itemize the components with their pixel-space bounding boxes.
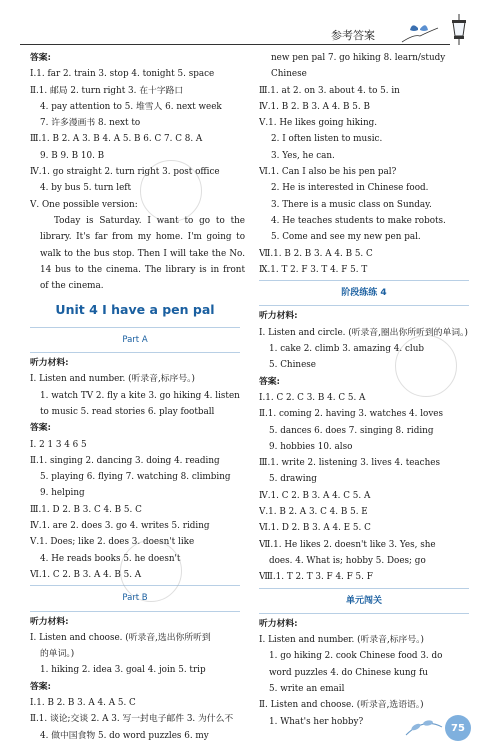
answer-line: Ⅳ.1. B 2. B 3. A 4. B 5. B xyxy=(259,101,370,112)
answer-line: 9. hobbies 10. also xyxy=(269,441,353,452)
header-title: 参考答案 xyxy=(331,29,375,42)
listening-line: 1. go hiking 2. cook Chinese food 3. do xyxy=(269,651,443,662)
answer-line: 7. 许多漫画书 8. next to xyxy=(40,118,141,129)
answer-line: Ⅱ.1. 谈论;交谈 2. A 3. 写一封电子邮件 3. 为什么不 xyxy=(30,714,234,725)
answer-line: Ⅸ.1. T 2. F 3. T 4. F 5. T xyxy=(259,264,368,275)
answer-line: Ⅵ.1. D 2. B 3. A 4. E 5. C xyxy=(259,523,371,534)
answer-line: Ⅵ.1. Can I also be his pen pal? xyxy=(259,167,397,178)
answers-label: 答案: xyxy=(259,376,280,387)
watermark-stamp xyxy=(395,335,457,397)
listening-line: 5. Chinese xyxy=(269,360,316,371)
part-a-heading: Part A xyxy=(122,334,148,345)
listening-line: 1. watch TV 2. fly a kite 3. go hiking 4. listen xyxy=(40,390,240,401)
answer-line: Ⅰ.1. far 2. train 3. stop 4. tonight 5. space xyxy=(30,69,215,80)
answer-line: Ⅷ.1. T 2. T 3. F 4. F 5. F xyxy=(259,572,373,583)
answer-line: 4. pay attention to 5. 堆雪人 6. next week xyxy=(40,101,222,112)
section-divider xyxy=(259,280,469,281)
answer-line: Ⅱ.1. 邮局 2. turn right 3. 在十字路口 xyxy=(30,85,184,96)
answer-line: 2. I often listen to music. xyxy=(271,134,383,145)
answers-label: 答案: xyxy=(30,423,51,434)
answer-line: Ⅲ.1. at 2. on 3. about 4. to 5. in xyxy=(259,85,400,96)
answer-line: Ⅳ.1. go straight 2. turn right 3. post office xyxy=(30,167,220,178)
section-divider xyxy=(259,305,469,306)
answer-line: Ⅴ.1. He likes going hiking. xyxy=(259,118,378,129)
listening-label: 听力材料: xyxy=(259,618,298,629)
answer-line: Ⅰ.1. C 2. C 3. B 4. C 5. A xyxy=(259,392,366,403)
section-divider xyxy=(30,352,240,353)
answer-line: 4. He reads books 5. he doesn't xyxy=(40,553,181,564)
part-b-heading: Part B xyxy=(122,593,148,604)
section-divider xyxy=(259,588,469,589)
listening-line: 1. cake 2. climb 3. amazing 4. club xyxy=(269,344,424,355)
answer-line: Ⅱ.1. singing 2. dancing 3. doing 4. reading xyxy=(30,455,220,466)
listening-line: 1. hiking 2. idea 3. goal 4. join 5. trip xyxy=(40,665,206,676)
listening-line: 1. What's her hobby? xyxy=(269,716,364,727)
answers-label: 答案: xyxy=(30,53,51,63)
section-divider xyxy=(259,613,469,614)
answer-line: Chinese xyxy=(271,69,307,80)
listening-line: Ⅰ. Listen and number. (听录音,标序号。) xyxy=(259,635,424,646)
answer-line: Ⅳ.1. C 2. B 3. A 4. C 5. A xyxy=(259,490,371,501)
answer-line: Ⅵ.1. C 2. B 3. A 4. B 5. A xyxy=(30,569,142,580)
listening-line: to music 5. read stories 6. play football xyxy=(40,406,215,417)
answer-line: 5. Come and see my new pen pal. xyxy=(271,232,421,243)
page-number: 75 xyxy=(445,715,471,741)
unit-check-heading: 单元闯关 xyxy=(345,595,382,606)
listening-line: Ⅰ. Listen and number. (听录音,标序号。) xyxy=(30,374,195,385)
header-rule xyxy=(20,44,450,45)
section-divider xyxy=(30,611,240,612)
answer-line: Ⅲ.1. D 2. B 3. C 4. B 5. C xyxy=(30,504,142,515)
answer-line: Ⅲ.1. B 2. A 3. B 4. A 5. B 6. C 7. C 8. A xyxy=(30,134,203,145)
listening-line: Ⅰ. Listen and choose. (听录音,选出你所听到 xyxy=(30,632,211,643)
listening-line: word puzzles 4. do Chinese kung fu xyxy=(269,667,428,678)
answer-line: 5. dances 6. does 7. singing 8. riding xyxy=(269,425,434,436)
leaf-icon xyxy=(404,715,444,739)
listening-label: 听力材料: xyxy=(30,616,69,627)
answer-line: Ⅰ.1. B 2. B 3. A 4. A 5. C xyxy=(30,697,136,708)
unit-title: Unit 4 I have a pen pal xyxy=(55,302,215,318)
page-header xyxy=(0,0,500,48)
answer-line: Ⅰ. 2 1 3 4 6 5 xyxy=(30,439,87,450)
answer-line: Ⅱ.1. coming 2. having 3. watches 4. loves xyxy=(259,409,444,420)
answer-line: Ⅴ.1. Does; like 2. does 3. doesn't like xyxy=(30,537,195,548)
answer-line: Ⅲ.1. write 2. listening 3. lives 4. teaches xyxy=(259,458,440,469)
answer-line: 9. B 9. B 10. B xyxy=(40,150,105,161)
butterfly-icon xyxy=(400,22,440,46)
listening-line: Ⅰ. Listen and circle. (听录音,圈出你所听到的单词。) xyxy=(259,327,468,338)
section-divider xyxy=(30,327,240,328)
answer-line: 5. drawing xyxy=(269,474,317,485)
answers-label: 答案: xyxy=(30,681,51,692)
lantern-icon xyxy=(448,14,470,46)
answer-line: 2. He is interested in Chinese food. xyxy=(271,183,429,194)
answer-line: 4. He teaches students to make robots. xyxy=(271,215,446,226)
watermark-stamp xyxy=(140,160,202,222)
listening-line: Ⅱ. Listen and choose. (听录音,选语语。) xyxy=(259,700,424,711)
answer-line: 4. 做中国食物 5. do word puzzles 6. my xyxy=(40,730,209,741)
answer-line: 3. There is a music class on Sunday. xyxy=(271,199,432,210)
answer-line: Ⅳ.1. are 2. does 3. go 4. writes 5. riding xyxy=(30,521,210,532)
sample-paragraph: Today is Saturday. I want to go to the library. It's far from my home. I'm going to walk to the bus stop. Then I will take the No. 14 bus to the cinema. The library is in front of the cinema. xyxy=(40,215,245,292)
listening-line: 的单词。) xyxy=(40,649,75,660)
answer-line: 5. playing 6. flying 7. watching 8. climbing xyxy=(40,472,231,483)
answer-line: Ⅴ. One possible version: xyxy=(30,199,138,210)
left-column xyxy=(30,50,245,744)
answer-line: 3. Yes, he can. xyxy=(271,150,335,161)
listening-label: 听力材料: xyxy=(30,358,69,369)
answer-line: Ⅴ.1. B 2. A 3. C 4. B 5. E xyxy=(259,507,368,518)
listening-label: 听力材料: xyxy=(259,311,298,322)
watermark-stamp xyxy=(120,540,182,602)
answer-line: new pen pal 7. go hiking 8. learn/study xyxy=(271,53,446,63)
answer-line: 9. helping xyxy=(40,488,85,499)
answer-line: does. 4. What is; hobby 5. Does; go xyxy=(269,555,426,566)
answer-line: 4. by bus 5. turn left xyxy=(40,183,132,194)
answer-line: Ⅶ.1. B 2. B 3. A 4. B 5. C xyxy=(259,248,373,259)
listening-line: 5. write an email xyxy=(269,683,345,694)
stage-exercise-heading: 阶段练练 4 xyxy=(341,288,387,299)
answer-line: Ⅶ.1. He likes 2. doesn't like 3. Yes, she xyxy=(259,539,436,550)
